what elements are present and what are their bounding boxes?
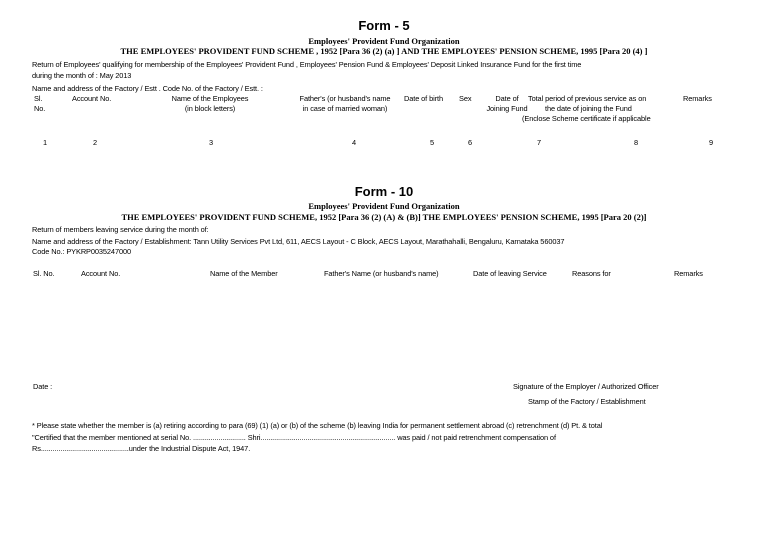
- form5-col-service-line1: Total period of previous service as on: [528, 94, 647, 103]
- form5-col-name-line1: Name of the Employees: [171, 94, 249, 103]
- signature-label: Signature of the Employer / Authorized Officer: [513, 382, 659, 391]
- form10-col-leaving: Date of leaving Service: [473, 269, 547, 278]
- form5-col-service-line2: the date of joining the Fund: [545, 104, 632, 113]
- form5-col-remarks: Remarks: [683, 94, 712, 103]
- form5-col-sl: [34, 94, 45, 113]
- form5-col-dob: Date of birth: [404, 94, 443, 103]
- form5-col-doj-line2: Joining Fund: [486, 104, 528, 113]
- form5-col-sl-line2: No.: [34, 104, 46, 113]
- form5-col-number: 8: [634, 138, 639, 147]
- form5-col-number: 7: [537, 138, 542, 147]
- form5-scheme: THE EMPLOYEES' PROVIDENT FUND SCHEME , 1952 [Para 36 (2) (a) ] AND THE EMPLOYEES' PENSION SCHEME, 1995 [Para 20 (4) ]: [120, 46, 648, 56]
- form5-col-number: 9: [709, 138, 714, 147]
- form10-col-father: Father's Name (or husband's name): [324, 269, 439, 278]
- form10-code-line: Code No.: PYKRP0035247000: [32, 247, 131, 256]
- form5-col-service-line3: (Enclose Scheme certificate if applicable: [522, 114, 651, 123]
- form5-return-line-2: during the month of : May 2013: [32, 71, 132, 80]
- form5-col-number: 3: [209, 138, 214, 147]
- note-line-2: "Certified that the member mentioned at serial No. ........................... Shri..................................................................... was paid / not paid retrenchment compensation of: [32, 433, 556, 442]
- form5-col-father: [290, 94, 400, 113]
- form10-col-reasons: Reasons for: [572, 269, 611, 278]
- form5-col-father-line2: in case of married woman): [302, 104, 388, 113]
- form5-col-sl-line1: Sl.: [34, 94, 43, 103]
- form5-col-father-line1: Father's (or husband's name: [299, 94, 391, 103]
- form5-col-doj-line1: Date of: [495, 94, 519, 103]
- form5-col-sex: Sex: [459, 94, 472, 103]
- form10-address-line: Name and address of the Factory / Establishment: Tann Utility Services Pvt Ltd, 611, AECS Layout - C Block, AECS Layout, Marathahalli, Bengaluru, Karnataka 560037: [32, 237, 565, 246]
- form10-col-name: Name of the Member: [210, 269, 278, 278]
- form5-col-account: Account No.: [72, 94, 112, 103]
- form10-col-remarks: Remarks: [674, 269, 703, 278]
- form10-return-line: Return of members leaving service during the month of:: [32, 225, 209, 234]
- form5-col-name-line2: (in block letters): [184, 104, 236, 113]
- date-label: Date :: [33, 382, 53, 391]
- form5-col-name: [160, 94, 260, 113]
- form5-col-service: [522, 94, 651, 123]
- form5-organization: Employees' Provident Fund Organization: [308, 36, 460, 46]
- form5-address-line: Name and address of the Factory / Estt . Code No. of the Factory / Estt. :: [32, 84, 263, 93]
- stamp-label: Stamp of the Factory / Establishment: [528, 397, 646, 406]
- form10-col-sl: Sl. No.: [33, 269, 55, 278]
- form5-col-doj: [482, 94, 532, 113]
- form10-col-account: Account No.: [81, 269, 121, 278]
- form5-col-number: 2: [93, 138, 98, 147]
- form10-scheme: THE EMPLOYEES' PROVIDENT FUND SCHEME, 1952 [Para 36 (2) (A) & (B)] THE EMPLOYEES' PENSION SCHEME, 1995 [Para 20 (2)]: [121, 212, 647, 222]
- form5-col-number: 5: [430, 138, 435, 147]
- form10-title: Form - 10: [354, 184, 414, 199]
- form5-return-line-1: Return of Employees' qualifying for membership of the Employees' Provident Fund , Employees' Pension Fund & Employees' Deposit Linked Insurance Fund for the first time: [32, 60, 582, 69]
- note-line-3: Rs.............................................under the Industrial Dispute Act, 1947.: [32, 444, 251, 453]
- form5-col-number: 6: [468, 138, 473, 147]
- form5-title: Form - 5: [358, 18, 410, 33]
- form10-organization: Employees' Provident Fund Organization: [308, 201, 460, 211]
- form5-col-number: 1: [43, 138, 48, 147]
- form5-col-number: 4: [352, 138, 357, 147]
- note-line-1: * Please state whether the member is (a) retiring according to para (69) (1) (a) or (b) of the scheme (b) leaving India for permanent settlement abroad (c) retrenchment (d) Pt. & total: [32, 421, 603, 430]
